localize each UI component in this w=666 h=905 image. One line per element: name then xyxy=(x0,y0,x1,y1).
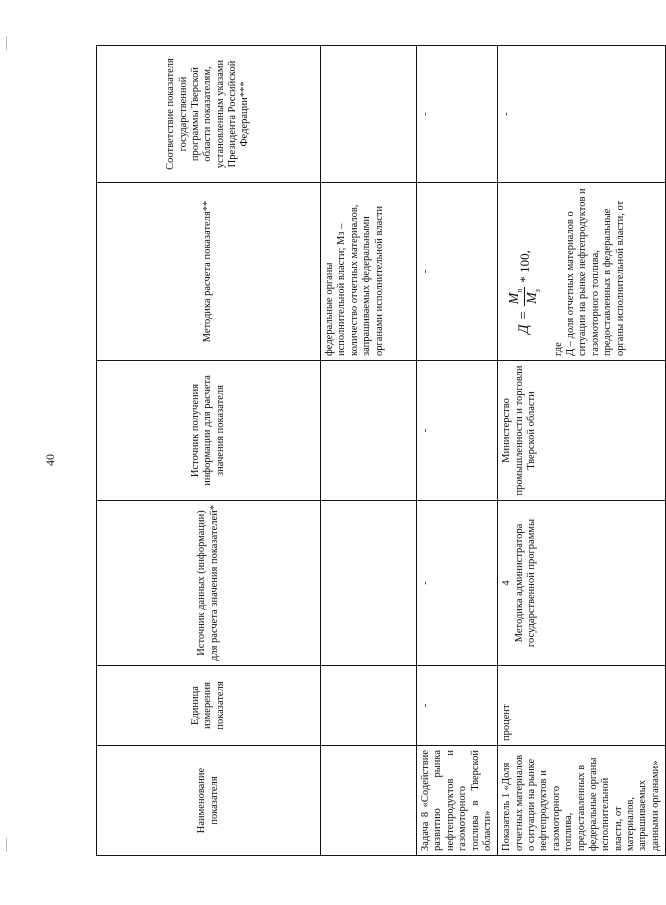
cell-compliance xyxy=(321,46,417,183)
cell-indicator-method xyxy=(498,183,666,361)
cell-task-name: Задача 8 «Содействие развитию рынка нефтепродуктов и газомоторного топлива в Тверской области» xyxy=(417,746,498,856)
formula-den-sub: з xyxy=(533,289,543,293)
cell-indicator-name: Показатель 1 «Доля отчетных материалов о ситуации на рынке нефтепродуктов и газомоторного топлива, предоставленных в федеральные органы исполнительной власти, от материалов, запрашиваемых данными органами» xyxy=(498,746,666,856)
cell-method: федеральные органы исполнительной власти; Мз – количество отчетных материалов, запрашиваемых федеральными органами исполнительной власти xyxy=(321,183,417,361)
formula-denominator xyxy=(525,287,542,306)
formula-equals: = xyxy=(516,310,533,321)
header-data-source: Источник данных (информации) для расчета значения показателей* xyxy=(97,501,321,666)
header-row xyxy=(97,46,321,856)
rotated-table-wrapper xyxy=(96,46,661,856)
method-where: где xyxy=(552,342,564,356)
indicators-table xyxy=(96,45,666,856)
cell-task-info-source: - xyxy=(417,361,498,501)
table-row-indicator xyxy=(498,46,666,856)
formula-num-sub: п xyxy=(515,288,525,293)
table-row-task xyxy=(417,46,498,856)
header-method: Методика расчета показателя** xyxy=(97,183,321,361)
cell-indicator-compliance: - xyxy=(498,46,666,183)
cell-task-method: - xyxy=(417,183,498,361)
header-name: Наименование показателя xyxy=(97,746,321,856)
cell-task-unit: - xyxy=(417,666,498,746)
cell-indicator-data-source xyxy=(498,501,666,666)
formula-fraction xyxy=(507,287,542,307)
margin-mark-top xyxy=(6,36,7,50)
cell-indicator-unit: процент xyxy=(498,666,666,746)
cell-task-data-source: - xyxy=(417,501,498,666)
method-text: Д – доля отчетных материалов о ситуации на рынке нефтепродуктов и газомоторного топлива, предоставленных в федеральные органы исполнительной власти, от xyxy=(565,188,626,356)
cell-task-compliance: - xyxy=(417,46,498,183)
data-source-number: 4 xyxy=(501,580,513,586)
formula-den-letter: М xyxy=(525,292,541,304)
cell-unit xyxy=(321,666,417,746)
formula-num-letter: М xyxy=(507,292,523,305)
header-info-source: Источник получения информации для расчета значения показателя xyxy=(97,361,321,501)
page-number: 40 xyxy=(43,454,57,466)
formula-numerator xyxy=(507,287,525,307)
header-compliance: Соответствие показателя государственной программы Тверской области показателям, установленным указами Президента Российской Федерации*** xyxy=(97,46,321,183)
cell-info-source xyxy=(321,361,417,501)
margin-mark-bottom xyxy=(6,838,7,852)
cell-name xyxy=(321,746,417,856)
method-formula xyxy=(501,187,552,356)
data-source-text: Методика администратора государственной программы xyxy=(513,518,537,648)
header-unit: Единица измерения показателя xyxy=(97,666,321,746)
cell-data-source xyxy=(321,501,417,666)
formula-tail: * 100, xyxy=(517,250,533,283)
formula-lhs: Д xyxy=(516,324,533,334)
table-row-continuation xyxy=(321,46,417,856)
cell-indicator-info-source: Министерство промышленности и торговли Тверской области xyxy=(498,361,666,501)
